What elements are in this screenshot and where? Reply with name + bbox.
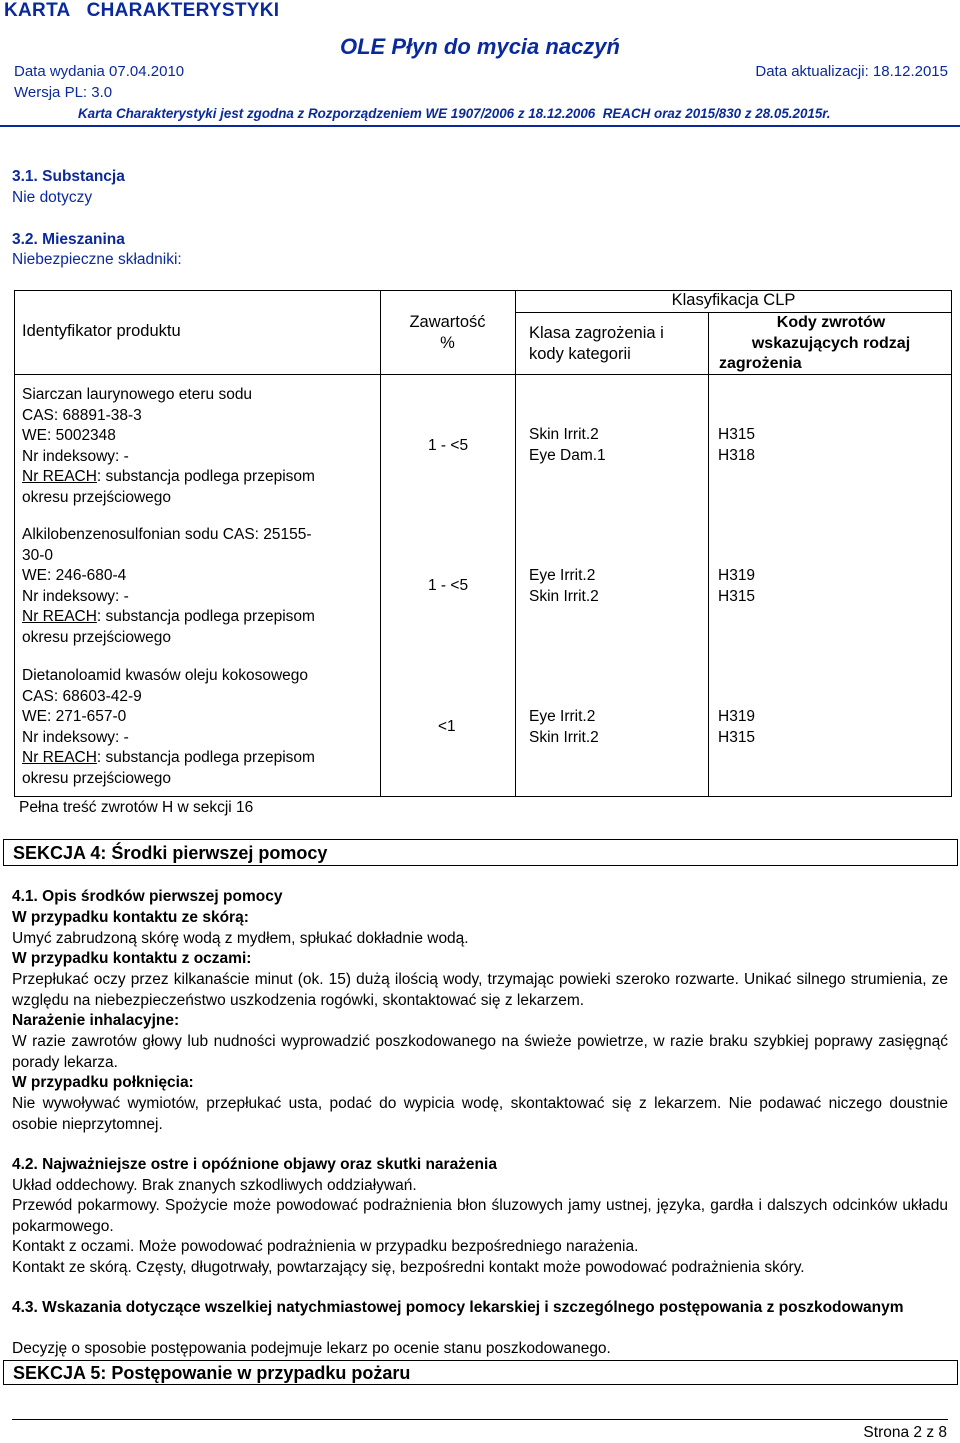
update-date: Data aktualizacji: 18.12.2015 bbox=[755, 63, 948, 80]
table-row-2-identifier: Alkilobenzenosulfonian sodu CAS: 25155- 30-0 WE: 246-680-4 Nr indeksowy: - Nr REACH: substancja podlega przepisom okresu przejściowego bbox=[22, 526, 315, 646]
table-row-3-identifier: Dietanoloamid kwasów oleju kokosowego CAS: 68603-42-9 WE: 271-657-0 Nr indeksowy: - Nr REACH: substancja podlega przepisom okresu przejściowego bbox=[22, 667, 315, 787]
table-row-1-classes: Skin Irrit.2 Eye Dam.1 bbox=[529, 426, 606, 464]
swallowing-heading: W przypadku połknięcia: bbox=[12, 1074, 194, 1091]
section-4-3-text: Decyzję o sposobie postępowania podejmuje lekarz po ocenie stanu poszkodowanego. bbox=[12, 1340, 611, 1357]
symptoms-respiratory: Układ oddechowy. Brak znanych szkodliwych oddziaływań. bbox=[12, 1177, 417, 1194]
section-3-2-text: Niebezpieczne składniki: bbox=[12, 251, 182, 268]
table-row-3-classes: Eye Irrit.2 Skin Irrit.2 bbox=[529, 708, 599, 746]
symptoms-digestive: Przewód pokarmowy. Spożycie może powodować podrażnienia błon śluzowych jamy ustnej, języka, gardła i dalszych odcinków układu pokarmowego. bbox=[12, 1197, 948, 1235]
table-row-2-classes: Eye Irrit.2 Skin Irrit.2 bbox=[529, 567, 599, 605]
table-divider bbox=[515, 290, 516, 797]
eye-contact-heading: W przypadku kontaktu z oczami: bbox=[12, 950, 252, 967]
table-divider bbox=[380, 290, 381, 797]
table-row-1-content: 1 - <5 bbox=[428, 437, 469, 454]
issue-date: Data wydania 07.04.2010 bbox=[14, 63, 185, 80]
section-3-2-title: 3.2. Mieszanina bbox=[12, 231, 125, 248]
page-number: Strona 2 z 8 bbox=[863, 1424, 947, 1441]
eye-contact-text: Przepłukać oczy przez kilkanaście minut (ok. 15) dużą ilością wody, trzymając powieki szeroko rozwarte. Unikać silnego strumienia, ze względu na niebezpieczeństwo uszkodzenia rogówki, skontaktować się z lekarzem. bbox=[12, 971, 948, 1009]
table-divider bbox=[708, 312, 709, 797]
document-type-title: KARTA CHARAKTERYSTYKI bbox=[4, 0, 280, 21]
table-row-2-codes: H319 H315 bbox=[718, 567, 756, 605]
section-4-title: SEKCJA 4: Środki pierwszej pomocy bbox=[3, 839, 958, 866]
table-row-3-content: <1 bbox=[438, 718, 456, 735]
col-header-content: Zawartość % bbox=[409, 313, 486, 352]
footer-rule bbox=[12, 1419, 948, 1420]
compliance-note: Karta Charakterystyki jest zgodna z Rozporządzeniem WE 1907/2006 z 18.12.2006 REACH oraz 2015/830 z 28.05.2015r. bbox=[78, 106, 831, 121]
inhalation-heading: Narażenie inhalacyjne: bbox=[12, 1012, 180, 1029]
section-5-title: SEKCJA 5: Postępowanie w przypadku pożaru bbox=[3, 1360, 958, 1385]
skin-contact-heading: W przypadku kontaktu ze skórą: bbox=[12, 909, 249, 926]
swallowing-text: Nie wywoływać wymiotów, przepłukać usta, podać do wypicia wodę, skontaktować się z lekarzem. Nie podawać niczego doustnie osobie nieprzytomnej. bbox=[12, 1095, 948, 1133]
col-header-hcodes: Kody zwrotów wskazujących rodzaj zagrożenia bbox=[719, 314, 911, 372]
section-4-3-title: 4.3. Wskazania dotyczące wszelkiej natychmiastowej pomocy lekarskiej i szczególnego postępowania z poszkodowanym bbox=[12, 1299, 904, 1316]
section-4-2-title: 4.2. Najważniejsze ostre i opóźnione objawy oraz skutki narażenia bbox=[12, 1156, 497, 1173]
version: Wersja PL: 3.0 bbox=[14, 84, 113, 101]
table-row-3-codes: H319 H315 bbox=[718, 708, 756, 746]
table-footnote: Pełna treść zwrotów H w sekcji 16 bbox=[15, 798, 257, 819]
symptoms-skin: Kontakt ze skórą. Częsty, długotrwały, powtarzający się, bezpośredni kontakt może powodować podrażnienia skóry. bbox=[12, 1259, 805, 1276]
header-rule bbox=[0, 125, 960, 127]
inhalation-text: W razie zawrotów głowy lub nudności wyprowadzić poszkodowanego na świeże powietrze, w razie braku szybkiej poprawy zasięgnąć porady lekarza. bbox=[12, 1033, 948, 1071]
col-header-clp: Klasyfikacja CLP bbox=[671, 291, 796, 309]
section-4-1-title: 4.1. Opis środków pierwszej pomocy bbox=[12, 888, 283, 905]
table-row-1-identifier: Siarczan laurynowego eteru sodu CAS: 68891-38-3 WE: 5002348 Nr indeksowy: - Nr REACH: substancja podlega przepisom okresu przejściowego bbox=[22, 386, 315, 506]
skin-contact-text: Umyć zabrudzoną skórę wodą z mydłem, spłukać dokładnie wodą. bbox=[12, 930, 469, 947]
section-3-1-text: Nie dotyczy bbox=[12, 189, 93, 206]
col-header-hazard-class: Klasa zagrożenia i kody kategorii bbox=[529, 324, 664, 363]
table-row-2-content: 1 - <5 bbox=[428, 577, 469, 594]
symptoms-eyes: Kontakt z oczami. Może powodować podrażnienia w przypadku bezpośredniego narażenia. bbox=[12, 1238, 639, 1255]
table-row-1-codes: H315 H318 bbox=[718, 426, 756, 464]
section-3-1-title: 3.1. Substancja bbox=[12, 168, 125, 185]
product-name: OLE Płyn do mycia naczyń bbox=[340, 34, 620, 59]
col-header-identifier: Identyfikator produktu bbox=[22, 322, 181, 340]
